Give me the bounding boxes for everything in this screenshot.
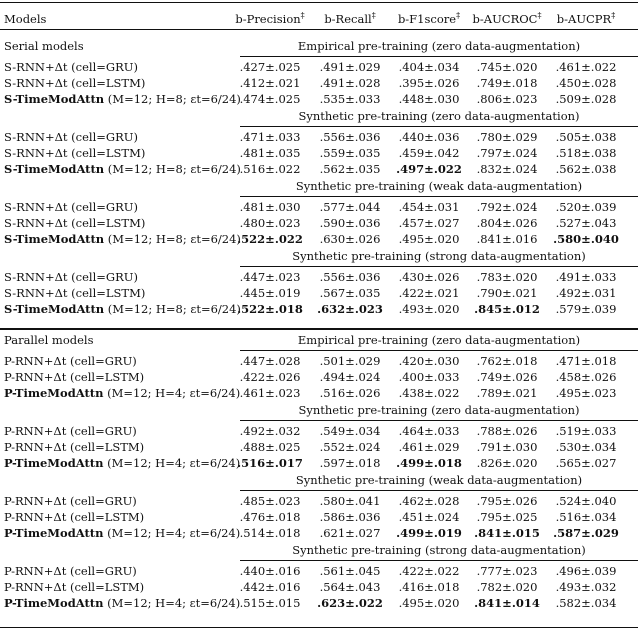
model-config: (M=12; H=8; εt=6/24) <box>104 232 241 246</box>
group-rule <box>240 560 638 561</box>
metric-cell: .556±.036 <box>319 130 381 144</box>
metric-cell: .485±.023 <box>239 494 301 508</box>
metric-cell: .464±.033 <box>398 424 460 438</box>
group-rule <box>240 350 638 351</box>
metric-cell: .461±.022 <box>555 60 617 74</box>
condition-label: Synthetic pre-training (strong data-augmentation) <box>292 543 586 557</box>
metric-cell: .792±.024 <box>476 200 538 214</box>
metric-cell: .516±.026 <box>319 386 381 400</box>
model-config: (M=12; H=8; εt=6/24) <box>104 92 241 106</box>
table-row <box>0 509 640 525</box>
metric-cell: .459±.042 <box>398 146 460 160</box>
model-config: (M=12; H=4; εt=6/24) <box>103 456 241 470</box>
table-row <box>0 455 640 471</box>
header-row <box>0 11 640 27</box>
model-config: (M=12; H=4; εt=6/24) <box>103 526 241 540</box>
group-rule <box>240 420 638 421</box>
metric-cell: .630±.026 <box>319 232 381 246</box>
metric-cell: .562±.038 <box>555 162 617 176</box>
metric-cell: .565±.027 <box>555 456 617 470</box>
metric-cell: .559±.035 <box>319 146 381 160</box>
metric-cell: .522±.022 <box>237 232 303 246</box>
metric-cell: .549±.034 <box>319 424 381 438</box>
metric-cell: .516±.022 <box>239 162 301 176</box>
table-row <box>0 579 640 595</box>
metric-cell: .564±.043 <box>319 580 381 594</box>
header-f1score: b-F1score‡ <box>397 11 461 26</box>
metric-cell: .422±.022 <box>398 564 460 578</box>
metric-cell: .562±.035 <box>319 162 381 176</box>
condition-label: Synthetic pre-training (zero data-augmentation) <box>298 109 580 123</box>
model-name: S-RNN+Δt (cell=LSTM) <box>4 216 146 230</box>
metric-cell: .400±.033 <box>398 370 460 384</box>
condition-label: Synthetic pre-training (strong data-augmentation) <box>292 249 586 263</box>
metric-cell: .797±.024 <box>476 146 538 160</box>
metric-cell: .791±.030 <box>476 440 538 454</box>
metric-cell: .505±.038 <box>555 130 617 144</box>
metric-cell: .509±.028 <box>555 92 617 106</box>
metric-cell: .458±.026 <box>555 370 617 384</box>
metric-cell: .412±.021 <box>239 76 301 90</box>
metric-cell: .580±.041 <box>319 494 381 508</box>
metric-cell: .422±.021 <box>398 286 460 300</box>
model-name: S-RNN+Δt (cell=GRU) <box>4 130 138 144</box>
metric-cell: .749±.026 <box>476 370 538 384</box>
metric-cell: .474±.025 <box>239 92 301 106</box>
model-name: P-RNN+Δt (cell=GRU) <box>4 424 137 438</box>
model-name <box>4 231 241 247</box>
table-row <box>0 563 640 579</box>
metric-cell: .491±.033 <box>555 270 617 284</box>
metric-cell: .745±.020 <box>476 60 538 74</box>
model-name <box>4 455 240 471</box>
group-rule <box>240 56 638 57</box>
metric-cell: .492±.032 <box>239 424 301 438</box>
metric-cell: .795±.025 <box>476 510 538 524</box>
header-recall: b-Recall‡ <box>324 11 376 26</box>
table-row <box>0 353 640 369</box>
metric-cell: .788±.026 <box>476 424 538 438</box>
metric-cell: .567±.035 <box>319 286 381 300</box>
metric-cell: .795±.026 <box>476 494 538 508</box>
metric-cell: .420±.030 <box>398 354 460 368</box>
metric-cell: .582±.034 <box>555 596 617 610</box>
metric-cell: .430±.026 <box>398 270 460 284</box>
metric-cell: .492±.031 <box>555 286 617 300</box>
metric-cell: .450±.028 <box>555 76 617 90</box>
metric-cell: .519±.033 <box>555 424 617 438</box>
metric-cell: .451±.024 <box>398 510 460 524</box>
metric-cell: .404±.034 <box>398 60 460 74</box>
metric-cell: .494±.024 <box>319 370 381 384</box>
metric-cell: .454±.031 <box>398 200 460 214</box>
metric-cell: .518±.038 <box>555 146 617 160</box>
metric-cell: .440±.036 <box>398 130 460 144</box>
header-precision: b-Precision‡ <box>235 11 305 26</box>
condition-label: Synthetic pre-training (zero data-augmentation) <box>298 403 580 417</box>
metric-cell: .476±.018 <box>239 510 301 524</box>
group-rule <box>240 490 638 491</box>
metric-cell: .623±.022 <box>317 596 383 610</box>
metric-cell: .471±.033 <box>239 130 301 144</box>
metric-cell: .491±.029 <box>319 60 381 74</box>
metric-cell: .632±.023 <box>317 302 383 316</box>
metric-cell: .806±.023 <box>476 92 538 106</box>
table-row <box>0 161 640 177</box>
model-name-bold: S-TimeModAttn <box>4 232 105 246</box>
metric-cell: .514±.018 <box>239 526 301 540</box>
table-row <box>0 231 640 247</box>
model-name: P-RNN+Δt (cell=LSTM) <box>4 580 145 594</box>
model-name: S-RNN+Δt (cell=LSTM) <box>4 146 146 160</box>
header-aucroc: b-AUCROC‡ <box>472 11 542 26</box>
metric-cell: .457±.027 <box>398 216 460 230</box>
metric-cell: .395±.026 <box>398 76 460 90</box>
condition-label: Synthetic pre-training (weak data-augmentation) <box>295 179 583 193</box>
metric-cell: .561±.045 <box>319 564 381 578</box>
metric-cell: .495±.020 <box>398 596 460 610</box>
metric-cell: .447±.023 <box>239 270 301 284</box>
table-row <box>0 385 640 401</box>
model-name-bold: S-TimeModAttn <box>4 92 105 106</box>
model-name <box>4 301 241 317</box>
metric-cell: .841±.014 <box>474 596 540 610</box>
bottom-rule <box>0 627 638 628</box>
metric-cell: .520±.039 <box>555 200 617 214</box>
metric-cell: .749±.018 <box>476 76 538 90</box>
model-name: S-RNN+Δt (cell=GRU) <box>4 270 138 284</box>
table-row <box>0 595 640 611</box>
model-name: P-RNN+Δt (cell=GRU) <box>4 354 137 368</box>
table-row <box>0 525 640 541</box>
table-row <box>0 439 640 455</box>
metric-cell: .535±.033 <box>319 92 381 106</box>
metric-cell: .481±.035 <box>239 146 301 160</box>
metric-cell: .495±.020 <box>398 232 460 246</box>
header-rule <box>0 29 638 30</box>
model-config: (M=12; H=8; εt=6/24) <box>104 162 241 176</box>
metric-cell: .579±.039 <box>555 302 617 316</box>
metric-cell: .445±.019 <box>239 286 301 300</box>
model-name-bold: P-TimeModAttn <box>4 386 104 400</box>
metric-cell: .841±.015 <box>474 526 540 540</box>
metric-cell: .442±.016 <box>239 580 301 594</box>
metric-cell: .580±.040 <box>553 232 619 246</box>
table-row <box>0 301 640 317</box>
model-name-bold: S-TimeModAttn <box>4 302 105 316</box>
model-config: (M=12; H=4; εt=6/24) <box>103 596 241 610</box>
metric-cell: .462±.028 <box>398 494 460 508</box>
table-row <box>0 91 640 107</box>
metric-cell: .493±.032 <box>555 580 617 594</box>
metric-cell: .621±.027 <box>319 526 381 540</box>
header-aucpr: b-AUCPR‡ <box>556 11 616 26</box>
table-row <box>0 145 640 161</box>
metric-cell: .841±.016 <box>476 232 538 246</box>
metric-cell: .845±.012 <box>474 302 540 316</box>
model-name: P-RNN+Δt (cell=LSTM) <box>4 370 145 384</box>
section-title: Parallel models <box>4 333 94 347</box>
metric-cell: .499±.019 <box>396 526 462 540</box>
table-row <box>0 369 640 385</box>
metric-cell: .461±.029 <box>398 440 460 454</box>
metric-cell: .427±.025 <box>239 60 301 74</box>
table-row <box>0 75 640 91</box>
metric-cell: .782±.020 <box>476 580 538 594</box>
table-row <box>0 129 640 145</box>
table-row <box>0 269 640 285</box>
metric-cell: .422±.026 <box>239 370 301 384</box>
table-row <box>0 285 640 301</box>
model-name: S-RNN+Δt (cell=LSTM) <box>4 76 146 90</box>
metric-cell: .501±.029 <box>319 354 381 368</box>
condition-label: Synthetic pre-training (weak data-augmentation) <box>295 473 583 487</box>
model-name-bold: P-TimeModAttn <box>4 456 104 470</box>
metric-cell: .471±.018 <box>555 354 617 368</box>
metric-cell: .499±.018 <box>396 456 462 470</box>
metric-cell: .496±.039 <box>555 564 617 578</box>
model-name: S-RNN+Δt (cell=GRU) <box>4 200 138 214</box>
table-row <box>0 199 640 215</box>
condition-label: Empirical pre-training (zero data-augmentation) <box>297 333 581 347</box>
group-rule <box>240 126 638 127</box>
condition-label: Empirical pre-training (zero data-augmentation) <box>297 39 581 53</box>
metric-cell: .577±.044 <box>319 200 381 214</box>
metric-cell: .783±.020 <box>476 270 538 284</box>
model-name: P-RNN+Δt (cell=GRU) <box>4 494 137 508</box>
models-header: Models <box>4 12 47 26</box>
model-name <box>4 161 241 177</box>
metric-cell: .826±.020 <box>476 456 538 470</box>
model-name: S-RNN+Δt (cell=LSTM) <box>4 286 146 300</box>
section-title: Serial models <box>4 39 84 53</box>
model-name <box>4 91 241 107</box>
model-name: P-RNN+Δt (cell=LSTM) <box>4 510 145 524</box>
model-name-bold: P-TimeModAttn <box>4 596 104 610</box>
model-name: S-RNN+Δt (cell=GRU) <box>4 60 138 74</box>
metric-cell: .530±.034 <box>555 440 617 454</box>
metric-cell: .493±.020 <box>398 302 460 316</box>
table-row <box>0 59 640 75</box>
metric-cell: .762±.018 <box>476 354 538 368</box>
metric-cell: .438±.022 <box>398 386 460 400</box>
metric-cell: .495±.023 <box>555 386 617 400</box>
model-name: P-RNN+Δt (cell=GRU) <box>4 564 137 578</box>
metric-cell: .527±.043 <box>555 216 617 230</box>
table-row <box>0 215 640 231</box>
metric-cell: .481±.030 <box>239 200 301 214</box>
group-rule <box>240 266 638 267</box>
metric-cell: .586±.036 <box>319 510 381 524</box>
table-row <box>0 423 640 439</box>
metric-cell: .552±.024 <box>319 440 381 454</box>
top-rule <box>0 2 638 3</box>
model-name: P-RNN+Δt (cell=LSTM) <box>4 440 145 454</box>
model-name <box>4 525 240 541</box>
metric-cell: .597±.018 <box>319 456 381 470</box>
metric-cell: .780±.029 <box>476 130 538 144</box>
metric-cell: .416±.018 <box>398 580 460 594</box>
metric-cell: .524±.040 <box>555 494 617 508</box>
model-config: (M=12; H=8; εt=6/24) <box>104 302 241 316</box>
group-rule <box>240 196 638 197</box>
metric-cell: .488±.025 <box>239 440 301 454</box>
metric-cell: .480±.023 <box>239 216 301 230</box>
metric-cell: .461±.023 <box>239 386 301 400</box>
metric-cell: .522±.018 <box>237 302 303 316</box>
model-name <box>4 595 240 611</box>
metric-cell: .789±.021 <box>476 386 538 400</box>
metric-cell: .440±.016 <box>239 564 301 578</box>
metric-cell: .497±.022 <box>396 162 462 176</box>
table-row <box>0 493 640 509</box>
metric-cell: .587±.029 <box>553 526 619 540</box>
metric-cell: .491±.028 <box>319 76 381 90</box>
model-name-bold: P-TimeModAttn <box>4 526 104 540</box>
section-separator <box>0 328 638 330</box>
metric-cell: .832±.024 <box>476 162 538 176</box>
metric-cell: .790±.021 <box>476 286 538 300</box>
metric-cell: .516±.017 <box>237 456 303 470</box>
metric-cell: .804±.026 <box>476 216 538 230</box>
metric-cell: .515±.015 <box>239 596 301 610</box>
metric-cell: .516±.034 <box>555 510 617 524</box>
metric-cell: .590±.036 <box>319 216 381 230</box>
model-name-bold: S-TimeModAttn <box>4 162 105 176</box>
metric-cell: .447±.028 <box>239 354 301 368</box>
model-name <box>4 385 240 401</box>
metric-cell: .556±.036 <box>319 270 381 284</box>
model-config: (M=12; H=4; εt=6/24) <box>103 386 241 400</box>
metric-cell: .448±.030 <box>398 92 460 106</box>
metric-cell: .777±.023 <box>476 564 538 578</box>
